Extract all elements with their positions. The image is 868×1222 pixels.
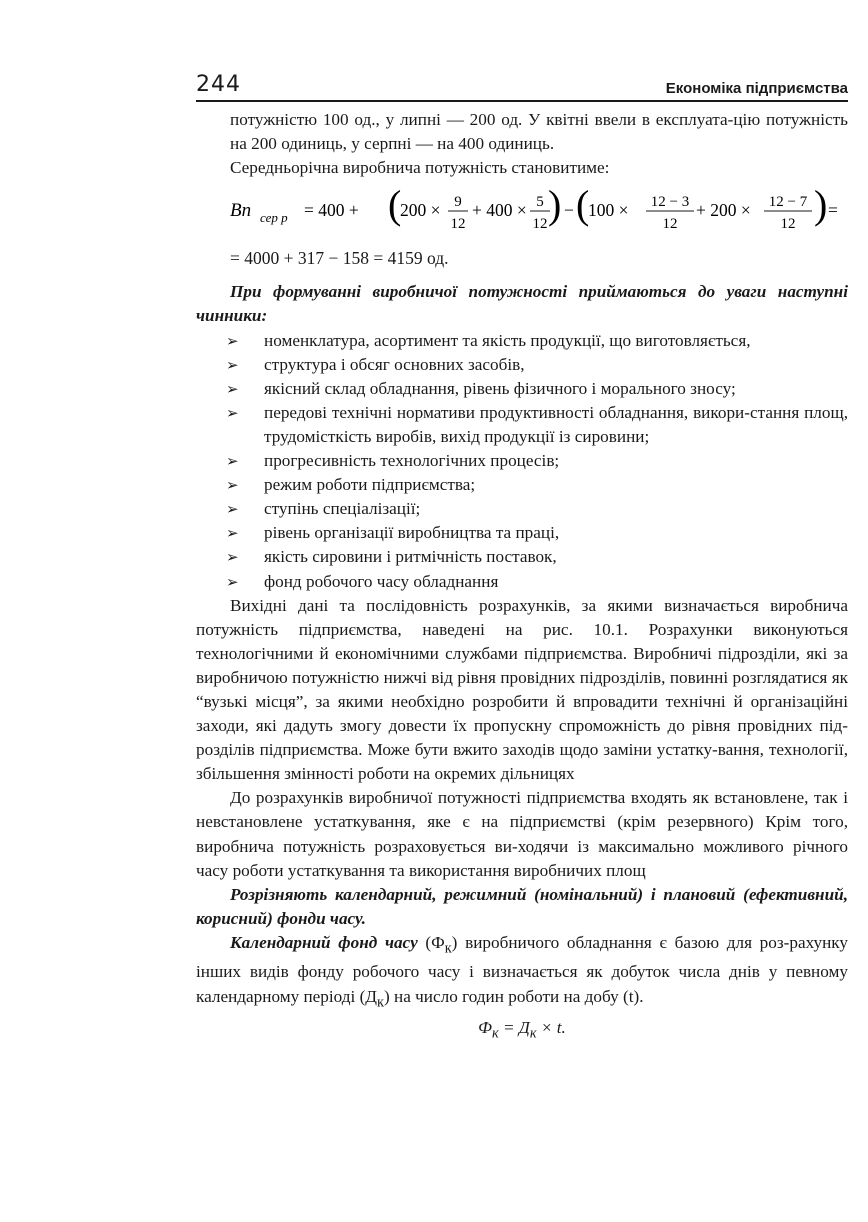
- f1-den: 12: [450, 216, 466, 233]
- paragraph-time-funds: Розрізняють календарний, режимний (номінальний) і плановий (ефективний, корисний) фонди часу.: [196, 884, 848, 928]
- paren-close-2: ): [814, 184, 828, 228]
- list-item: ➢ фонд робочого часу обладнання: [196, 570, 848, 594]
- list-item: ➢ ступінь спеціалізації;: [196, 497, 848, 521]
- formula-minus: −: [564, 200, 574, 221]
- factors-heading-part1: При формуванні виробничої потужності приймаються до уваги: [230, 282, 767, 302]
- paragraph-calendar-fund: Календарний фонд часу $(Ф_к)$ виробничого обладнання є базою для роз-рахунку інших видів фонду робочого часу і визначається як добуток числа днів у певному календарному періоді $(Д_к)$ на число годин роботи на добу (t).: [196, 932, 849, 1010]
- arrow-bullet-icon: ➢: [226, 379, 239, 398]
- list-item: ➢ номенклатура, асортимент та якість продукції, що виготовляється,: [196, 329, 848, 353]
- f3-num: 12 − 3: [650, 194, 690, 211]
- list-item: ➢ рівень організації виробництва та праці,: [196, 521, 848, 545]
- formula-t1: 200 ×: [400, 200, 441, 221]
- arrow-bullet-icon: ➢: [226, 500, 239, 519]
- formula-end: =: [828, 200, 838, 221]
- list-item: ➢ якісний склад обладнання, рівень фізичного і морального зносу;: [196, 377, 848, 401]
- list-item: ➢ режим роботи підприємства;: [196, 473, 848, 497]
- factors-heading-part2: наступні чинники:: [196, 282, 848, 326]
- page-header: [196, 74, 848, 102]
- list-item: ➢ передові технічні нормативи продуктивності обладнання, викори-стання площ, трудомісткість виробів, вихід продукції із сировини;: [226, 402, 848, 446]
- arrow-bullet-icon: ➢: [226, 476, 239, 495]
- list-item: ➢ якість сировини і ритмічність поставок,: [196, 545, 848, 569]
- arrow-bullet-icon: ➢: [226, 355, 239, 374]
- arrow-bullet-icon: ➢: [226, 403, 239, 422]
- f4-num: 12 − 7: [768, 194, 808, 211]
- factors-heading: [196, 280, 848, 328]
- arrow-bullet-icon: ➢: [226, 452, 239, 471]
- formula-t2: + 400 ×: [472, 200, 527, 221]
- page-body: [196, 108, 848, 1046]
- f2-den: 12: [532, 216, 548, 233]
- arrow-bullet-icon: ➢: [226, 331, 239, 350]
- paragraph-equipment: До розрахунків виробничої потужності підприємства входять як встановлене, так і невстановлене устаткування, яке є на підприємстві (крім резервного) Крім того, виробнича потужність розраховується ви-ходячи із максимально можливого річного часу роботи устаткування та використання виробничих площ: [196, 788, 848, 880]
- running-title: Економіка підприємства: [665, 80, 848, 97]
- arrow-bullet-icon: ➢: [226, 548, 239, 567]
- calendar-fund-term: Календарний фонд часу: [230, 932, 418, 952]
- arrow-bullet-icon: ➢: [226, 524, 239, 543]
- formula-lead: Середньорічна виробнича потужність становитиме:: [230, 158, 610, 178]
- paren-close-1: ): [548, 184, 562, 228]
- intro-continuation: потужністю 100 од., у липні — 200 од. У квітні ввели в експлуата-цію потужність на 200 одиниць, у серпні — на 400 одиниць.: [230, 110, 848, 154]
- f4-den: 12: [780, 216, 796, 233]
- factors-list: [196, 329, 848, 594]
- f2-num: 5: [536, 194, 544, 211]
- formula-svg: [196, 184, 848, 246]
- formula-t3: 100 ×: [588, 200, 629, 221]
- paren-open-2: (: [576, 184, 590, 228]
- capacity-formula: [196, 184, 848, 246]
- list-item: ➢ прогресивність технологічних процесів;: [196, 449, 848, 473]
- calendar-fund-formula: $Ф_к = Д_к \times t$.: [478, 1018, 566, 1042]
- page-number: 244: [196, 72, 241, 97]
- formula-lhs-sub: сер р: [260, 210, 288, 226]
- formula-t4: + 200 ×: [696, 200, 751, 221]
- f3-den: 12: [662, 216, 678, 233]
- paragraph-calculation: Вихідні дані та послідовність розрахунків, за якими визначається виробнича потужність підприємства, наведені на рис. 10.1. Розрахунки виконуються технологічними й економічними службами підприємства. Виробничі підрозділи, які за виробничою потужністю нижчі від рівня провідних підрозділів, повинні розглядатися як “вузькі місця”, за якими необхідно розробити й впровадити технічні й організаційні заходи, які дадуть змогу довести їх пропускну спроможність до рівня провідних під-розділів підприємства. Може бути вжито заходів щодо заміни устатку-вання, технології, збільшення змінності роботи на окремих дільницях: [196, 595, 848, 784]
- list-item: ➢ структура і обсяг основних засобів,: [196, 353, 848, 377]
- formula-result: = 4000 + 317 − 158 = 4159 од.: [230, 248, 449, 269]
- paren-open-1: (: [388, 184, 402, 228]
- f1-num: 9: [454, 194, 462, 211]
- formula-lhs: Вп: [230, 200, 252, 222]
- arrow-bullet-icon: ➢: [226, 572, 239, 591]
- formula-eq: = 400 +: [304, 200, 359, 221]
